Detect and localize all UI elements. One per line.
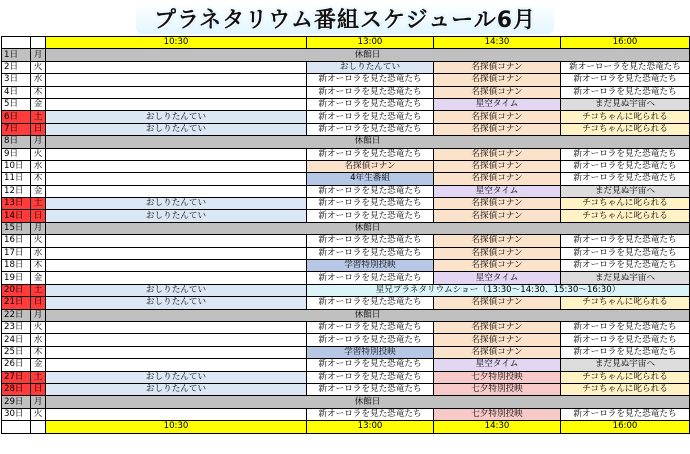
program-cell: おしりたんてい xyxy=(46,284,307,296)
program-cell: 名探偵コナン xyxy=(434,86,561,98)
program-cell xyxy=(46,160,307,172)
program-cell: チコちゃんに叱られる xyxy=(561,371,690,383)
time-header-1300: 13:00 xyxy=(307,37,434,49)
program-cell: 新オーロラを見た恐竜たち xyxy=(307,272,434,284)
program-cell: まだ見ぬ宇宙へ xyxy=(561,272,690,284)
program-cell: 新オーロラを見た恐竜たち xyxy=(307,359,434,371)
program-cell: 新オーロラを見た恐竜たち xyxy=(307,408,434,420)
weekday-cell: 月 xyxy=(31,396,46,408)
day-cell: 28日 xyxy=(2,383,31,395)
day-cell: 2日 xyxy=(2,61,31,73)
day-cell: 1日 xyxy=(2,49,31,61)
program-cell: 新オーロラを見た恐竜たち xyxy=(307,321,434,333)
weekday-cell: 水 xyxy=(31,74,46,86)
schedule-row xyxy=(2,247,690,259)
program-cell: 新オーロラを見た恐竜たち xyxy=(561,86,690,98)
weekday-cell: 水 xyxy=(31,160,46,172)
closed-cell: 休館日 xyxy=(46,49,690,61)
schedule-row xyxy=(2,297,690,309)
weekday-cell: 日 xyxy=(31,383,46,395)
schedule-row xyxy=(2,359,690,371)
program-cell xyxy=(46,272,307,284)
closed-cell: 休館日 xyxy=(46,309,690,321)
program-cell xyxy=(46,334,307,346)
program-cell xyxy=(46,86,307,98)
program-cell: 新オーロラを見た恐竜たち xyxy=(561,321,690,333)
program-cell: 新オーロラを見た恐竜たち xyxy=(561,408,690,420)
program-cell: 学習特別投映 xyxy=(307,346,434,358)
program-cell: 新オーロラを見た恐竜たち xyxy=(561,160,690,172)
program-cell: 新オーロラを見た恐竜たち xyxy=(307,111,434,123)
time-header-top xyxy=(2,37,690,49)
program-cell: 名探偵コナン xyxy=(434,61,561,73)
closed-cell: 休館日 xyxy=(46,222,690,234)
schedule-row xyxy=(2,272,690,284)
program-cell: 名探偵コナン xyxy=(434,297,561,309)
header-blank xyxy=(2,421,31,433)
program-cell xyxy=(46,148,307,160)
day-cell: 20日 xyxy=(2,284,31,296)
schedule-row xyxy=(2,321,690,333)
program-cell: 星空タイム xyxy=(434,272,561,284)
time-footer-1600: 16:00 xyxy=(561,421,690,433)
time-header-1030: 10:30 xyxy=(46,37,307,49)
program-cell: チコちゃんに叱られる xyxy=(561,111,690,123)
program-cell: おしりたんてい xyxy=(46,371,307,383)
program-cell: 新オーロラを見た恐竜たち xyxy=(307,123,434,135)
day-cell: 26日 xyxy=(2,359,31,371)
program-cell: 新オーロラを見た恐竜たち xyxy=(307,198,434,210)
day-cell: 21日 xyxy=(2,297,31,309)
day-cell: 25日 xyxy=(2,346,31,358)
program-cell: 名探偵コナン xyxy=(307,160,434,172)
schedule-row xyxy=(2,371,690,383)
weekday-cell: 金 xyxy=(31,185,46,197)
program-cell: 名探偵コナン xyxy=(434,210,561,222)
weekday-cell: 火 xyxy=(31,408,46,420)
program-cell: 名探偵コナン xyxy=(434,334,561,346)
time-header-bottom xyxy=(2,421,690,433)
header-blank xyxy=(31,37,46,49)
program-cell: 七夕特別投映 xyxy=(434,371,561,383)
program-cell xyxy=(46,98,307,110)
program-cell xyxy=(46,74,307,86)
schedule-row xyxy=(2,185,690,197)
schedule-row xyxy=(2,284,690,296)
header-blank xyxy=(31,421,46,433)
program-cell: 星空タイム xyxy=(434,185,561,197)
schedule-row xyxy=(2,383,690,395)
closed-cell: 休館日 xyxy=(46,136,690,148)
day-cell: 5日 xyxy=(2,98,31,110)
day-cell: 27日 xyxy=(2,371,31,383)
program-cell: 名探偵コナン xyxy=(434,235,561,247)
program-cell: 新オーローラを見た恐竜たち xyxy=(561,61,690,73)
program-cell: まだ見ぬ宇宙へ xyxy=(561,359,690,371)
weekday-cell: 金 xyxy=(31,272,46,284)
day-cell: 4日 xyxy=(2,86,31,98)
weekday-cell: 土 xyxy=(31,198,46,210)
weekday-cell: 月 xyxy=(31,136,46,148)
header-blank xyxy=(2,37,31,49)
program-cell: 学習特別投映 xyxy=(307,260,434,272)
program-cell: チコちゃんに叱られる xyxy=(561,297,690,309)
day-cell: 22日 xyxy=(2,309,31,321)
program-cell: 新オーロラを見た恐竜たち xyxy=(307,371,434,383)
program-cell: 新オーロラを見た恐竜たち xyxy=(561,346,690,358)
program-cell: おしりたんてい xyxy=(46,198,307,210)
schedule-row xyxy=(2,136,690,148)
program-cell: 七夕特別投映 xyxy=(434,408,561,420)
program-cell: 星空タイム xyxy=(434,359,561,371)
schedule-row xyxy=(2,86,690,98)
program-cell xyxy=(46,61,307,73)
program-cell: 名探偵コナン xyxy=(434,173,561,185)
weekday-cell: 日 xyxy=(31,297,46,309)
program-cell xyxy=(46,235,307,247)
weekday-cell: 日 xyxy=(31,123,46,135)
program-cell: おしりたんてい xyxy=(46,210,307,222)
day-cell: 16日 xyxy=(2,235,31,247)
schedule-row xyxy=(2,123,690,135)
day-cell: 11日 xyxy=(2,173,31,185)
schedule-table xyxy=(1,36,690,434)
program-cell: 新オーロラを見た恐竜たち xyxy=(561,260,690,272)
schedule-row xyxy=(2,74,690,86)
program-cell: 新オーロラを見た恐竜たち xyxy=(561,247,690,259)
schedule-body xyxy=(2,37,690,434)
program-cell xyxy=(46,321,307,333)
day-cell: 19日 xyxy=(2,272,31,284)
schedule-row xyxy=(2,346,690,358)
closed-cell: 休館日 xyxy=(46,396,690,408)
program-cell: 七夕特別投映 xyxy=(434,383,561,395)
schedule-row xyxy=(2,408,690,420)
program-cell: 新オーロラを見た恐竜たち xyxy=(307,247,434,259)
program-cell: 名探偵コナン xyxy=(434,160,561,172)
weekday-cell: 火 xyxy=(31,235,46,247)
weekday-cell: 火 xyxy=(31,148,46,160)
day-cell: 3日 xyxy=(2,74,31,86)
program-cell: 新オーロラを見た恐竜たち xyxy=(561,148,690,160)
program-cell: 名探偵コナン xyxy=(434,321,561,333)
program-cell: 新オーロラを見た恐竜たち xyxy=(561,235,690,247)
program-cell xyxy=(46,260,307,272)
time-footer-1030: 10:30 xyxy=(46,421,307,433)
program-cell: おしりたんてい xyxy=(46,383,307,395)
program-cell xyxy=(46,346,307,358)
day-cell: 18日 xyxy=(2,260,31,272)
program-cell: おしりたんてい xyxy=(46,111,307,123)
program-cell: 新オーロラを見た恐竜たち xyxy=(307,210,434,222)
weekday-cell: 金 xyxy=(31,98,46,110)
schedule-row xyxy=(2,49,690,61)
title-bar xyxy=(0,0,690,36)
program-cell: 新オーロラを見た恐竜たち xyxy=(307,86,434,98)
time-footer-1300: 13:00 xyxy=(307,421,434,433)
day-cell: 7日 xyxy=(2,123,31,135)
day-cell: 6日 xyxy=(2,111,31,123)
program-cell: おしりたんてい xyxy=(46,297,307,309)
weekday-cell: 水 xyxy=(31,247,46,259)
program-cell: 新オーロラを見た恐竜たち xyxy=(307,74,434,86)
schedule-row xyxy=(2,222,690,234)
schedule-row xyxy=(2,111,690,123)
program-cell: まだ見ぬ宇宙へ xyxy=(561,185,690,197)
schedule-row xyxy=(2,61,690,73)
day-cell: 14日 xyxy=(2,210,31,222)
program-cell: 名探偵コナン xyxy=(434,74,561,86)
day-cell: 29日 xyxy=(2,396,31,408)
weekday-cell: 木 xyxy=(31,173,46,185)
weekday-cell: 土 xyxy=(31,111,46,123)
weekday-cell: 日 xyxy=(31,210,46,222)
schedule-row xyxy=(2,309,690,321)
weekday-cell: 木 xyxy=(31,346,46,358)
program-cell: おしりたんてい xyxy=(307,61,434,73)
program-cell xyxy=(46,247,307,259)
day-cell: 24日 xyxy=(2,334,31,346)
weekday-cell: 土 xyxy=(31,284,46,296)
schedule-row xyxy=(2,396,690,408)
program-cell xyxy=(46,173,307,185)
weekday-cell: 木 xyxy=(31,86,46,98)
program-cell: 新オーロラを見た恐竜たち xyxy=(307,383,434,395)
time-footer-1430: 14:30 xyxy=(434,421,561,433)
program-cell: まだ見ぬ宇宙へ xyxy=(561,98,690,110)
program-cell: 新オーロラを見た恐竜たち xyxy=(307,98,434,110)
schedule-row xyxy=(2,173,690,185)
program-cell: 新オーロラを見た恐竜たち xyxy=(561,74,690,86)
day-cell: 15日 xyxy=(2,222,31,234)
program-cell: おしりたんてい xyxy=(46,123,307,135)
day-cell: 9日 xyxy=(2,148,31,160)
weekday-cell: 月 xyxy=(31,49,46,61)
schedule-row xyxy=(2,98,690,110)
schedule-row xyxy=(2,148,690,160)
special-event-cell: 星兄プラネタリウムショー（13:30～14:30、15:30～16:30） xyxy=(307,284,690,296)
weekday-cell: 月 xyxy=(31,309,46,321)
day-cell: 30日 xyxy=(2,408,31,420)
program-cell: チコちゃんに叱られる xyxy=(561,198,690,210)
day-cell: 23日 xyxy=(2,321,31,333)
program-cell: 名探偵コナン xyxy=(434,123,561,135)
program-cell: 新オーロラを見た恐竜たち xyxy=(561,334,690,346)
program-cell: 4年生番組 xyxy=(307,173,434,185)
day-cell: 17日 xyxy=(2,247,31,259)
weekday-cell: 金 xyxy=(31,359,46,371)
weekday-cell: 木 xyxy=(31,260,46,272)
program-cell: 名探偵コナン xyxy=(434,111,561,123)
program-cell: チコちゃんに叱られる xyxy=(561,210,690,222)
program-cell: 新オーロラを見た恐竜たち xyxy=(307,235,434,247)
day-cell: 12日 xyxy=(2,185,31,197)
time-header-1430: 14:30 xyxy=(434,37,561,49)
weekday-cell: 水 xyxy=(31,334,46,346)
day-cell: 13日 xyxy=(2,198,31,210)
program-cell: 星空タイム xyxy=(434,98,561,110)
program-cell: 名探偵コナン xyxy=(434,198,561,210)
schedule-row xyxy=(2,334,690,346)
program-cell xyxy=(46,185,307,197)
time-header-1600: 16:00 xyxy=(561,37,690,49)
schedule-row xyxy=(2,198,690,210)
day-cell: 10日 xyxy=(2,160,31,172)
program-cell: 名探偵コナン xyxy=(434,346,561,358)
program-cell: 新オーロラを見た恐竜たち xyxy=(561,173,690,185)
weekday-cell: 火 xyxy=(31,321,46,333)
program-cell: 新オーロラを見た恐竜たち xyxy=(307,334,434,346)
program-cell: 新オーロラを見た恐竜たち xyxy=(307,148,434,160)
weekday-cell: 月 xyxy=(31,222,46,234)
program-cell xyxy=(46,359,307,371)
program-cell: 名探偵コナン xyxy=(434,247,561,259)
schedule-row xyxy=(2,235,690,247)
schedule-row xyxy=(2,210,690,222)
program-cell: チコちゃんに叱られる xyxy=(561,383,690,395)
program-cell: チコちゃんに叱られる xyxy=(561,123,690,135)
day-cell: 8日 xyxy=(2,136,31,148)
program-cell: 新オーロラを見た恐竜たち xyxy=(307,297,434,309)
weekday-cell: 火 xyxy=(31,61,46,73)
program-cell: 名探偵コナン xyxy=(434,260,561,272)
program-cell: 名探偵コナン xyxy=(434,148,561,160)
program-cell: 新オーロラを見た恐竜たち xyxy=(307,185,434,197)
schedule-row xyxy=(2,260,690,272)
page-title: プラネタリウム番組スケジュール6月 xyxy=(136,3,554,34)
schedule-row xyxy=(2,160,690,172)
weekday-cell: 土 xyxy=(31,371,46,383)
program-cell xyxy=(46,408,307,420)
